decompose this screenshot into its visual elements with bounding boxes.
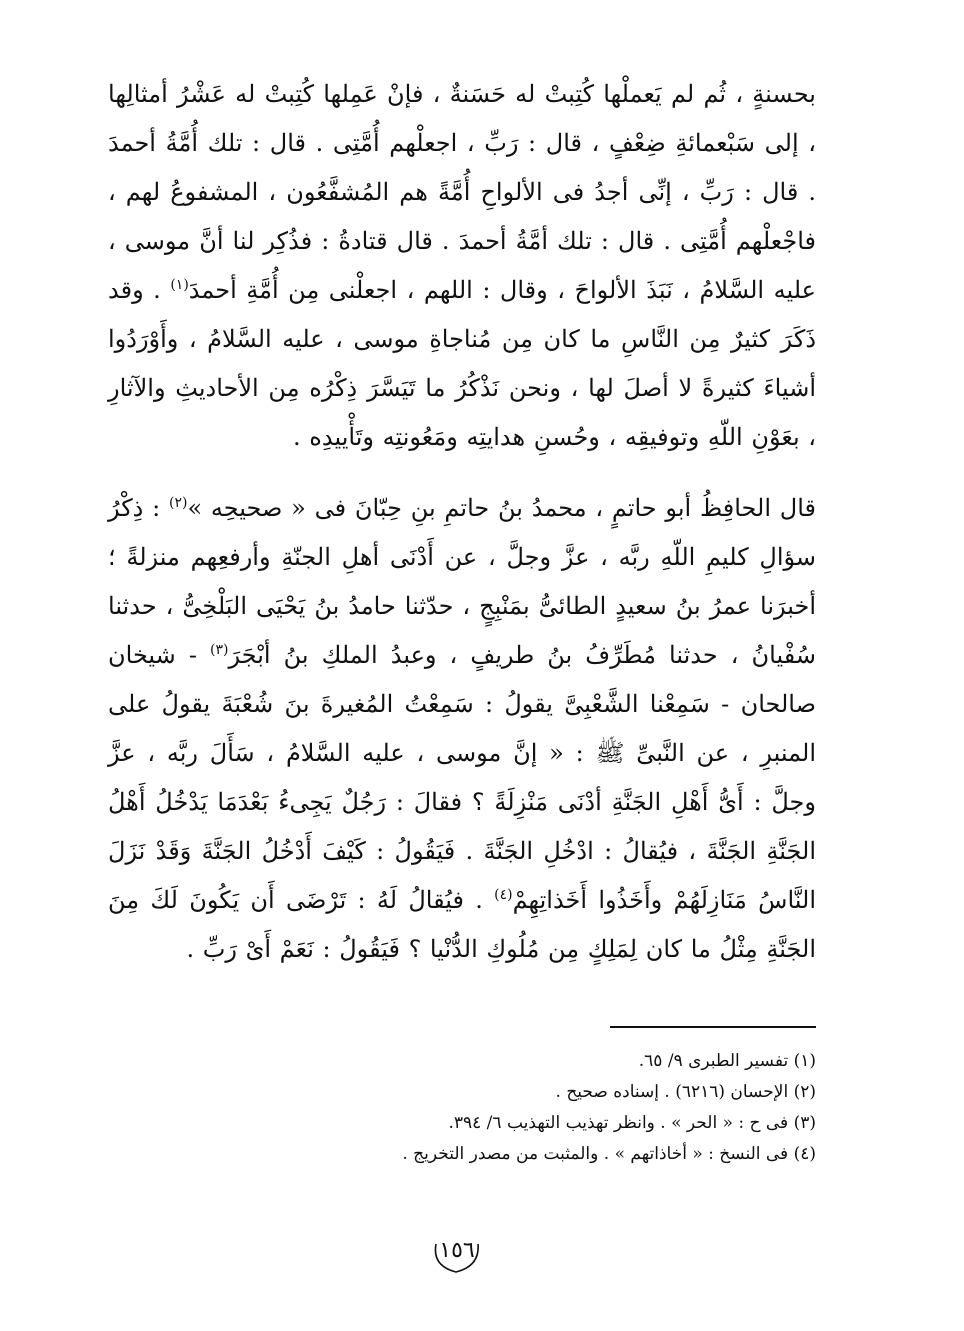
line: : ذِكْرُ [108, 494, 169, 522]
line: يَكُونَ لَكَ مِنَ الجَنَّةِ مِثْلُ ما كان لِمَلِكٍ مِن مُلُوكِ الدُّنْيا ؟ فَيَقُولُ : نَعَمْ أَىْ رَبِّ . [108, 886, 816, 963]
line: كان مِن مُناجاةِ موسى ، عليه السَّلامُ ، وأَوْرَدُوا أشياءَ كثيرةً لا أصلَ لها ، ونحن [108, 325, 817, 402]
page-number [430, 1236, 484, 1278]
line: قال : تلك أمَّةُ أحمدَ . قال قتادةُ : فذُكِر لنا أنَّ موسى ، عليه السَّلامُ ، نَبَذَ [108, 227, 816, 304]
line: حدثنا مُطَرِّفُ بنُ طريفٍ ، وعبدُ الملكِ بنُ أبْجَرَ [228, 641, 718, 669]
footnote-ref-3[interactable]: (٣) [210, 642, 229, 658]
line: . فيُقالُ لَهُ : تَرْضَى أَن [250, 886, 495, 914]
footnote-ref-4[interactable]: (٤) [494, 887, 513, 903]
footnote-ref-1[interactable]: (١) [170, 277, 189, 293]
paragraph-2 [108, 484, 816, 974]
line: نَذْكُرُ ما تَيَسَّرَ ذِكْرُه مِن الأحاديثِ والآثارِ ، بعَوْنِ اللّهِ وتوفيقِه ، وحُسنِ هدايتِه [108, 374, 816, 451]
line: رَبِّ ، إنِّى أجدُ فى الألواحِ أُمَّةً هم المُشفَّعُون ، المشفوعُ لهم ، فاجْعلْهم أُمَّتِى . [108, 178, 816, 255]
line: عمرُ بنُ سعيدٍ الطائىُّ بمَنْبِجٍ ، حدّثنا حامدُ بنُ يَحْيَى البَلْخِىُّ ، حدثنا سُفْيانُ ، [108, 592, 816, 669]
line: - شيخان صالحان - سَمِعْنا [108, 641, 817, 718]
line: الألواحَ ، وقال : اللهم ، اجعلْنى مِن أُمَّةِ أحمدَ [188, 276, 637, 304]
paragraph-1 [108, 70, 816, 462]
footnote-separator [610, 1026, 816, 1028]
line: موسى ، عليه السَّلامُ ، سَأَلَ ربَّه ، عزَّ وجلَّ : أَىُّ أَهْلِ الجَنَّةِ أدْنَى مَنْزِلَةً ؟ فقالَ : [108, 739, 816, 816]
page-number-text: ١٥٦ [439, 1238, 475, 1263]
footnote-1: (١) تفسير الطبرى ٩/ ٦٥. [638, 1051, 816, 1071]
line: بحسنةٍ ، ثُم لم يَعملْها كُتِبتْ له حَسَنةٌ ، فإنْ عَمِلها كُتِبتْ له عَشْرُ أمثالِها ، إلى [108, 80, 816, 157]
line: سَبْعمائةِ ضِعْفٍ ، قال : رَبِّ ، اجعلْهم أُمَّتِى . قال : تلك أُمَّةُ أحمدَ . قال : [108, 129, 817, 206]
line: رَجُلٌ يَجِىءُ بَعْدَمَا يَدْخُلُ أَهْلُ الجَنَّةِ الجَنَّةَ ، فيُقالُ : ادْخُلِ الجَنَّةَ . فَيَقُولُ : كَيْفَ [108, 788, 816, 865]
footnotes [108, 1046, 816, 1170]
footnote-2: (٢) الإحسان (٦٢١٦) . إسناده صحيح . [555, 1082, 816, 1102]
line: أَدْخُلُ الجَنَّةَ وَقَدْ نَزَلَ النَّاسُ مَنَازِلَهُمْ وأَخَذُوا أَخَذاتِهِمْ [108, 837, 816, 914]
footnote-4: (٤) فى النسخ : « أخاذاتهم » . والمثبت من مصدر التخريج . [402, 1144, 816, 1164]
line: ومَعُونتِه وتَأْييدِه . [293, 423, 458, 451]
line: الشَّعْبِىَّ يقولُ : سَمِعْتُ المُغيرةَ بنَ شُعْبَةَ يقولُ على المنبرِ ، عن النَّبىِّ ﷺ : « إنَّ [108, 690, 816, 767]
footnote-ref-2[interactable]: (٢) [169, 495, 188, 511]
line: سؤالِ كليمِ اللّهِ ربَّه ، عزَّ وجلَّ ، عن أَدْنَى أهلِ الجنّةِ وأرفعِهم منزلةً ؛ أخبرَنا [108, 543, 816, 620]
line: . وقد ذَكَرَ كثيرٌ مِن النَّاسِ ما [108, 276, 817, 353]
line: قال الحافِظُ أبو حاتمٍ ، محمدُ بنُ حاتمِ بنِ حِبّانَ فى « صحيحِه » [187, 494, 816, 522]
footnote-3: (٣) فى ح : « الحر » . وانظر تهذيب التهذيب ٦/ ٣٩٤. [448, 1113, 816, 1133]
